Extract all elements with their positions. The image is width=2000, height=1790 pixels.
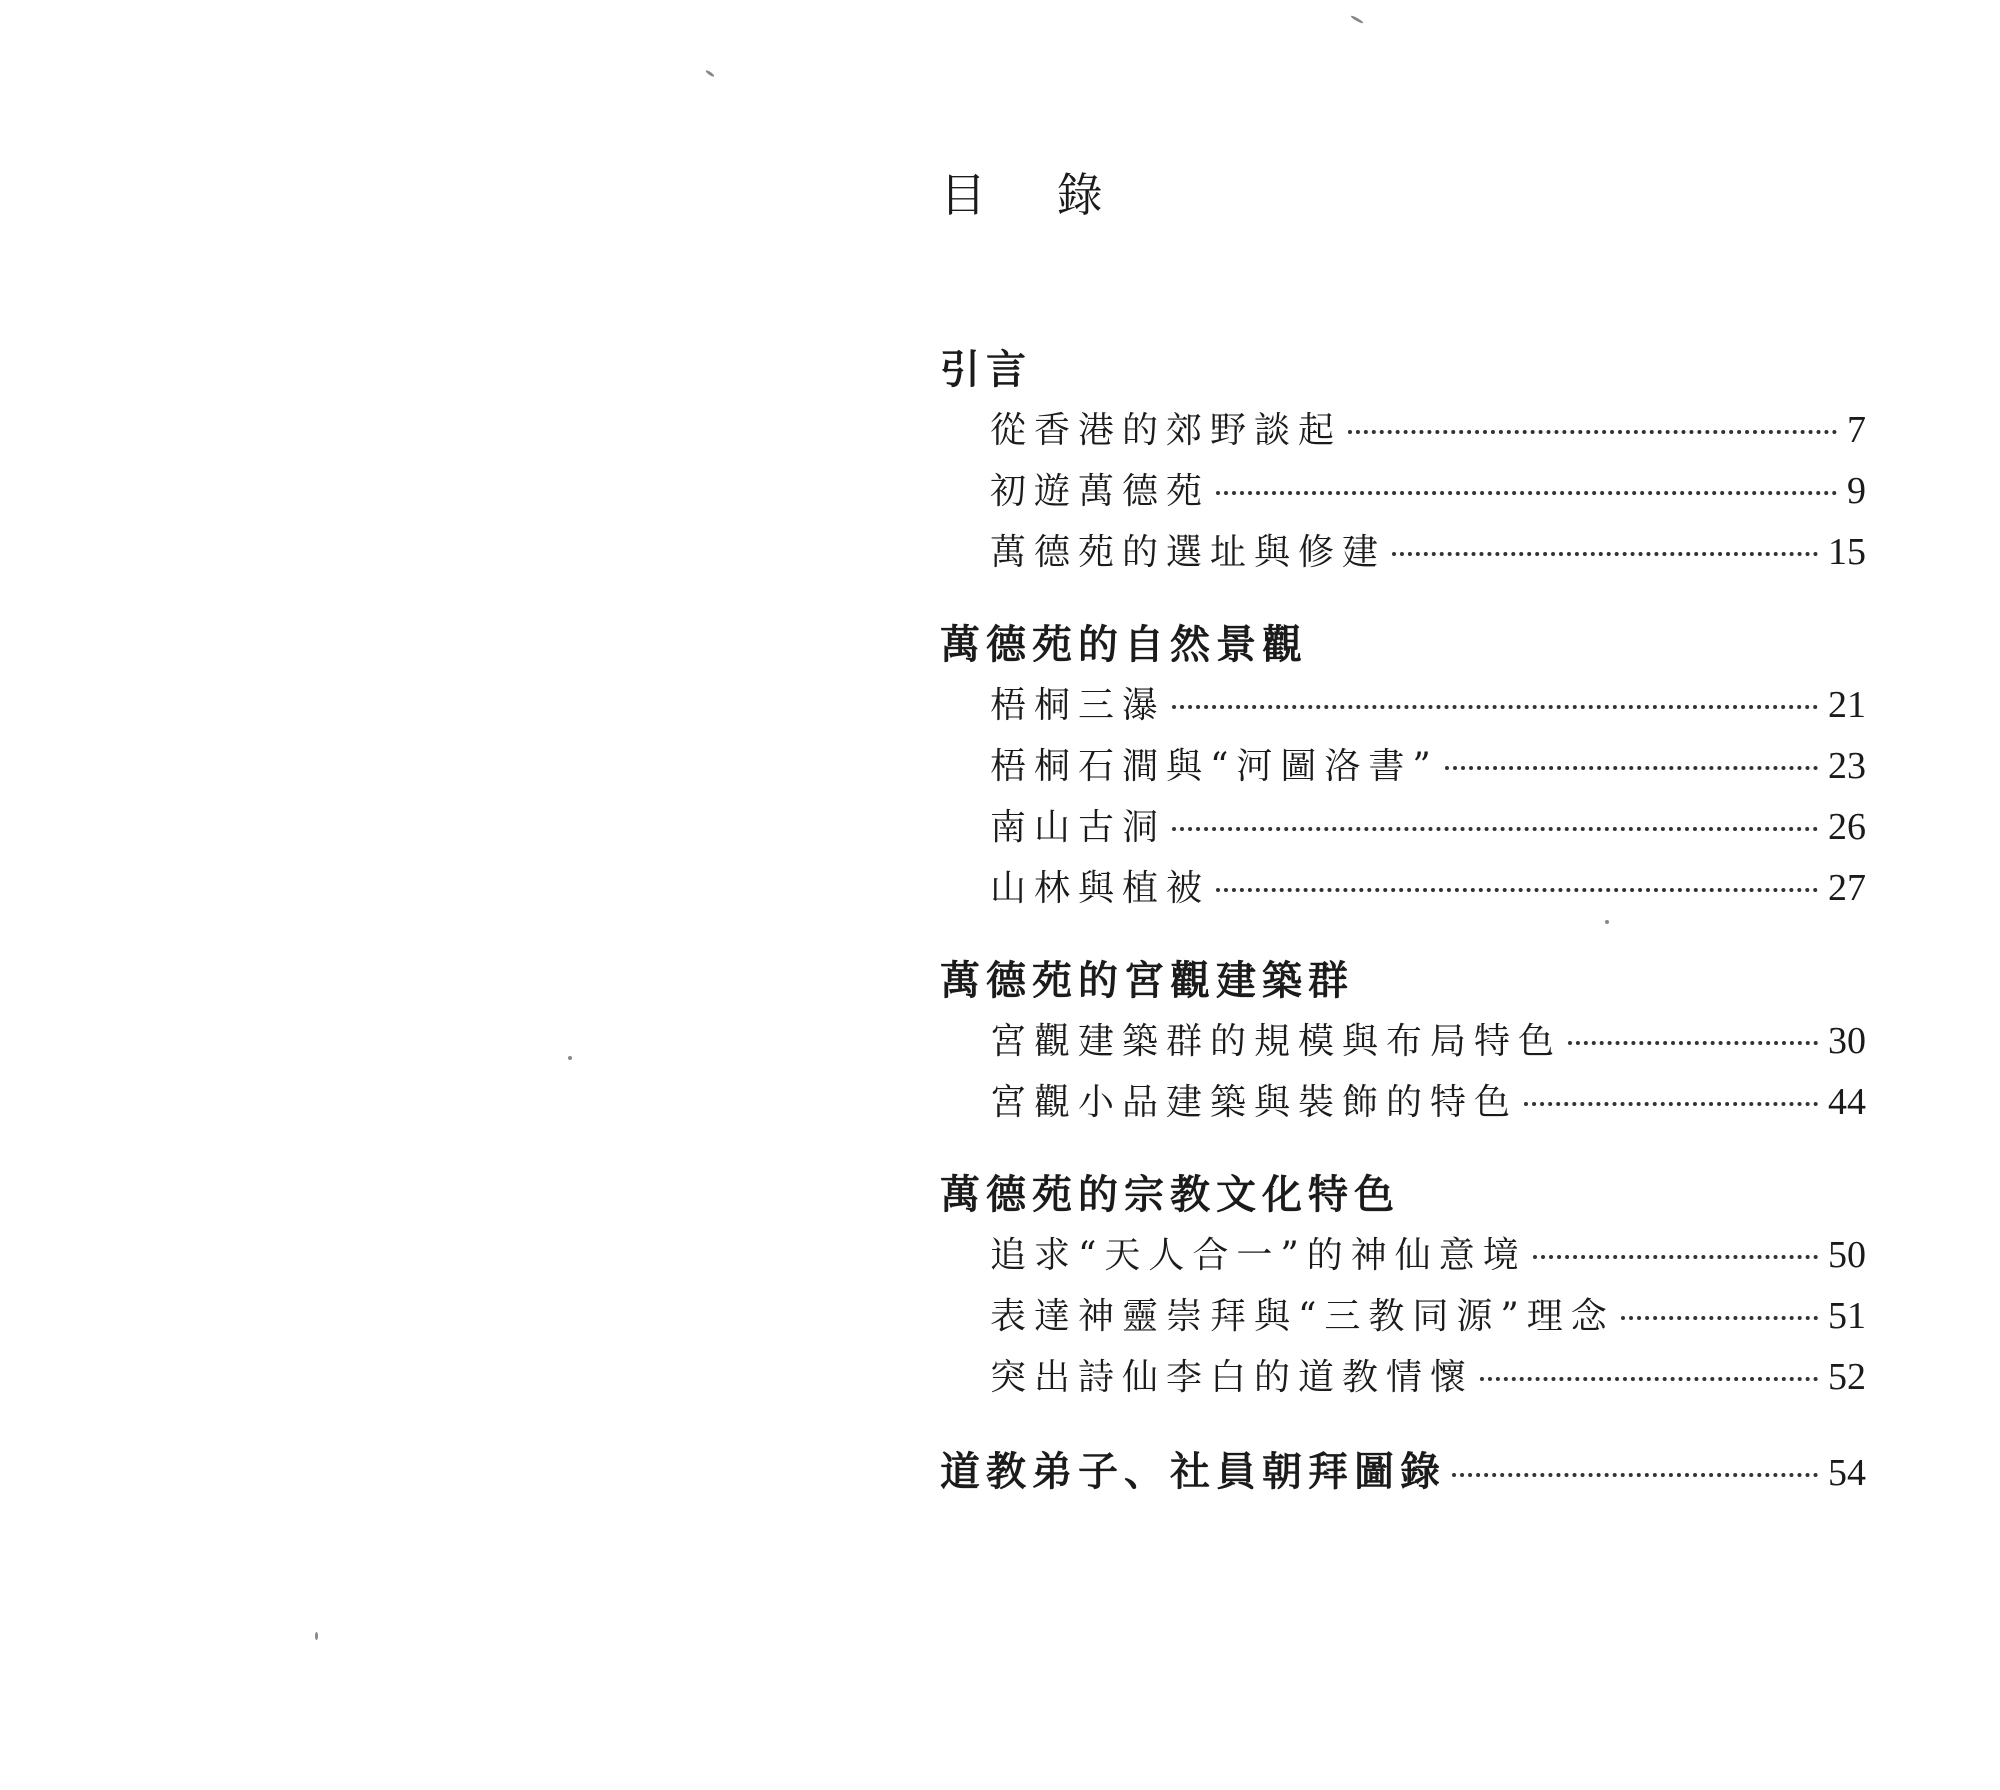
scan-speck: [568, 1056, 572, 1060]
scan-speck: [1350, 15, 1364, 25]
dot-leader: [1172, 827, 1818, 831]
toc-entry[interactable]: [940, 736, 1866, 797]
toc-section-religion: [940, 1165, 1866, 1408]
page-number: 26: [1828, 806, 1866, 848]
table-of-contents: [940, 160, 1866, 1504]
toc-entry[interactable]: [940, 1011, 1866, 1072]
section-heading: 引言: [940, 346, 1032, 393]
dot-leader: [1216, 491, 1837, 495]
page-number: 21: [1828, 684, 1866, 726]
page-number: 30: [1828, 1020, 1866, 1062]
entry-title: 從香港的郊野談起: [990, 410, 1343, 451]
entry-title: 山林與植被: [990, 868, 1211, 909]
entry-title: 追求“天人合一”的神仙意境: [990, 1235, 1527, 1276]
scan-speck: [705, 69, 715, 77]
entry-title: 初遊萬德苑: [990, 471, 1211, 512]
dot-leader: [1445, 766, 1818, 770]
toc-entry[interactable]: [940, 1286, 1866, 1347]
dot-leader: [1533, 1255, 1818, 1259]
entry-title: 梧桐石澗與“河圖洛書”: [990, 746, 1439, 787]
toc-entry[interactable]: [940, 1225, 1866, 1286]
toc-entry[interactable]: [940, 522, 1866, 583]
page-number: 50: [1828, 1234, 1866, 1276]
page-number: 44: [1828, 1081, 1866, 1123]
entry-title: 宮觀建築群的規模與布局特色: [990, 1021, 1563, 1062]
page-number: 9: [1847, 470, 1866, 512]
toc-entry[interactable]: [940, 675, 1866, 736]
dot-leader: [1452, 1473, 1818, 1477]
dot-leader: [1216, 888, 1818, 892]
page-number: 15: [1828, 531, 1866, 573]
section-heading: 萬德苑的宗教文化特色: [940, 1171, 1400, 1218]
entry-title: 宮觀小品建築與裝飾的特色: [990, 1082, 1519, 1123]
page-number: 51: [1828, 1295, 1866, 1337]
section-heading: 萬德苑的自然景觀: [940, 621, 1308, 668]
toc-section-nature: [940, 615, 1866, 919]
page-number: 27: [1828, 867, 1866, 909]
dot-leader: [1568, 1041, 1818, 1045]
entry-title: 梧桐三瀑: [990, 685, 1167, 726]
dot-leader: [1524, 1102, 1818, 1106]
dot-leader: [1621, 1316, 1818, 1320]
scan-speck: [315, 1632, 318, 1640]
page-number: 54: [1828, 1452, 1866, 1494]
entry-title: 表達神靈崇拜與“三教同源”理念: [990, 1296, 1615, 1337]
section-heading: 萬德苑的宮觀建築群: [940, 957, 1354, 1004]
toc-entry[interactable]: [940, 1347, 1866, 1408]
entry-title: 萬德苑的選址與修建: [990, 532, 1387, 573]
dot-leader: [1172, 705, 1818, 709]
toc-entry[interactable]: [940, 461, 1866, 522]
dot-leader: [1480, 1377, 1818, 1381]
toc-entry[interactable]: [940, 1072, 1866, 1133]
toc-section-intro: [940, 340, 1866, 583]
toc-entry[interactable]: [940, 858, 1866, 919]
page-number: 52: [1828, 1356, 1866, 1398]
toc-entry[interactable]: [940, 400, 1866, 461]
toc-entry-main[interactable]: [940, 1440, 1866, 1504]
entry-title: 突出詩仙李白的道教情懷: [990, 1357, 1475, 1398]
page-number: 7: [1847, 409, 1866, 451]
toc-section-final: [940, 1440, 1866, 1504]
toc-title: 目 錄: [940, 168, 1131, 222]
toc-section-architecture: [940, 951, 1866, 1133]
toc-entry[interactable]: [940, 797, 1866, 858]
dot-leader: [1348, 430, 1837, 434]
page-number: 23: [1828, 745, 1866, 787]
entry-title: 南山古洞: [990, 807, 1167, 848]
entry-title: 道教弟子、社員朝拜圖錄: [940, 1448, 1446, 1495]
dot-leader: [1392, 552, 1818, 556]
